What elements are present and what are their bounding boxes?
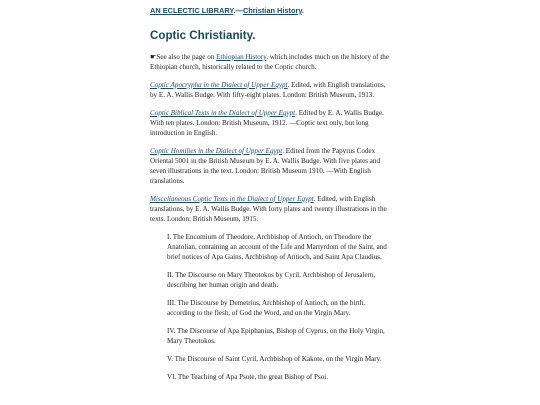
contents-item: II. The Discourse on Mary Theotokos by Cyril, Archbishop of Jerusalem, describing her human origin and death.	[167, 271, 375, 289]
intro-paragraph	[150, 52, 390, 72]
contents-list	[150, 232, 390, 382]
entry-title-link[interactable]: Coptic Biblical Texts in the Dialect of Upper Egypt	[150, 109, 296, 117]
intro-text-after: , which includes much on the history of the Ethiopian church, historically related to the Coptic church.	[150, 53, 389, 71]
contents-item: IV. The Discourse of Apa Epiphanius, Bishop of Cyprus, on the Holy Virgin, Mary Theotokos.	[167, 327, 385, 345]
entry-item	[150, 194, 390, 224]
contents-item: I. The Encomium of Theodore, Archbishop of Antioch, on Theodore the Anatolian, containing an account of the Life and Martyrdom of the Saint, and brief notices of Apa Gains, Archbishop of Antioch, and Saint Apa Claudius.	[167, 233, 387, 261]
pointing-hand-icon: ☛	[150, 53, 157, 61]
contents-item: VI. The Teaching of Apa Psote, the great Bishop of Psoi.	[167, 373, 328, 381]
breadcrumb	[150, 6, 390, 16]
entry-title-link[interactable]: Coptic Homilies in the Dialect of Upper Egypt	[150, 147, 283, 155]
entry-title-link[interactable]: Miscellaneous Coptic Texts in the Dialect of Upper Egypt	[150, 195, 314, 203]
breadcrumb-home-link[interactable]: AN ECLECTIC LIBRARY	[150, 6, 234, 15]
page-title: Coptic Christianity.	[150, 29, 256, 42]
contents-item: V. The Discourse of Saint Cyril, Archbishop of Kakote, on the Virgin Mary.	[167, 355, 382, 363]
entry-item	[150, 108, 390, 138]
entry-description: . Edited from the Papyrus Codex Oriental 5001 in the British Museum by E. A. Wallis Budge. With five plates and seven illustrations in the text. London: British Museum 1910. —With English translations.	[150, 147, 380, 185]
breadcrumb-separator: .—	[233, 6, 243, 15]
contents-item: III. The Discourse by Demetrius, Archbishop of Antioch, on the birth, according to the flesh, of God the Word, and on the Virgin Mary.	[167, 299, 366, 317]
ethiopian-history-link[interactable]: Ethiopian History	[216, 53, 267, 61]
entry-title-link[interactable]: Coptic Apocrypha in the Dialect of Upper Egypt	[150, 81, 288, 89]
entry-description: . Edited, with English translations, by E. A. Wallis Budge. With fifty-eight plates. London: British Museum, 1913.	[150, 81, 386, 99]
entry-description: . Edited, with English translations, by E. A. Wallis Budge. With forty plates and twenty illustrations in the texts. London: British Museum, 1915.	[150, 195, 387, 223]
entry-description: . Edited by E. A. Wallis Budge. With ten plates. London: British Museum, 1912. —Coptic text only, but long introduction in English.	[150, 109, 384, 137]
intro-text-before: See also the page on	[156, 53, 217, 61]
entry-item	[150, 80, 390, 100]
breadcrumb-section-link[interactable]: Christian History	[242, 6, 302, 15]
breadcrumb-end: .	[301, 6, 305, 15]
entry-item	[150, 146, 390, 186]
document-page	[150, 6, 390, 390]
